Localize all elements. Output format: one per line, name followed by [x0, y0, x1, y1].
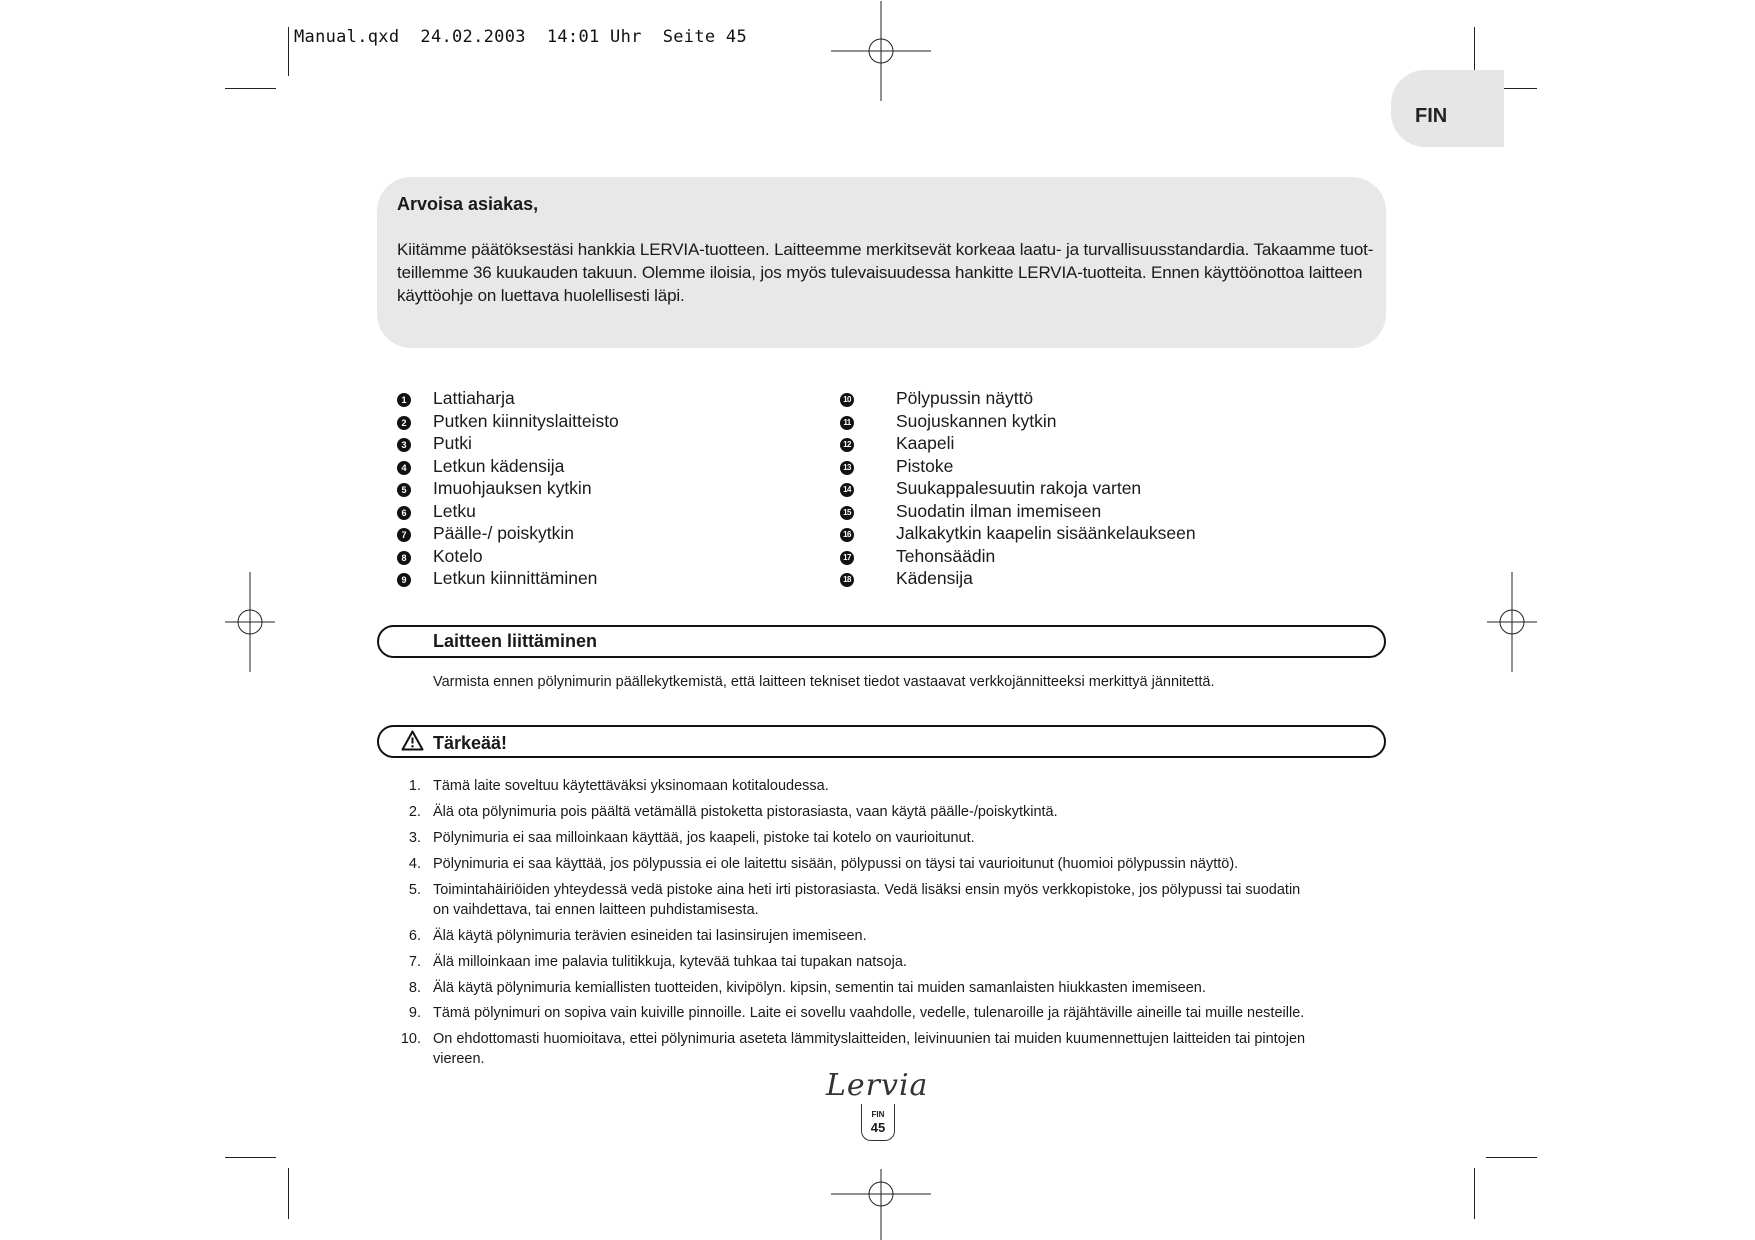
- part-label: Suojuskannen kytkin: [896, 411, 1057, 431]
- crop-mark: [1474, 1168, 1475, 1219]
- part-number-badge: 17: [840, 551, 854, 565]
- part-number-badge: 15: [840, 506, 854, 520]
- list-item-line: Älä ota pölynimuria pois päältä vetämällä pistoketta pistorasiasta, vaan käytä päälle-/poiskytkintä.: [433, 804, 1058, 820]
- part-label: Letkun kädensija: [433, 456, 565, 476]
- list-item-line: viereen.: [433, 1051, 485, 1067]
- part-label: Imuohjauksen kytkin: [433, 478, 592, 498]
- brand-logo: Lervia: [826, 1068, 929, 1103]
- part-number-badge: 3: [397, 438, 411, 452]
- part-label: Letku: [433, 501, 476, 521]
- registration-mark-icon: [831, 1, 931, 101]
- list-item-number: 2.: [408, 804, 421, 820]
- list-item-text: [433, 880, 1363, 920]
- list-item-line: Älä käytä pölynimuria kemiallisten tuotteiden, kivipölyn. kipsin, sementin tai muiden samanlaisten hiukkasten imemiseen.: [433, 980, 1206, 996]
- part-label: Pistoke: [896, 456, 954, 476]
- part-label: Suodatin ilman imemiseen: [896, 501, 1102, 521]
- section-heading-box: [377, 725, 1386, 758]
- list-item-number: 3.: [408, 830, 421, 846]
- list-item-line: Pölynimuria ei saa käyttää, jos pölypussia ei ole laitettu sisään, pölypussi on täysi tai vaurioitunut (huomioi pölypussin näyttö).: [433, 856, 1239, 872]
- part-label: Kotelo: [433, 546, 483, 566]
- list-item-number: 9.: [408, 1005, 421, 1021]
- part-number-badge: 2: [397, 416, 411, 430]
- list-item-text: [433, 854, 1363, 874]
- connect-text: Varmista ennen pölynimurin päällekytkemistä, että laitteen tekniset tiedot vastaavat verkkojännitteeksi merkittyä jännitettä.: [433, 674, 1215, 690]
- part-label: Päälle-/ poiskytkin: [433, 523, 575, 543]
- part-number-badge: 10: [840, 393, 854, 407]
- list-item-line: On ehdottomasti huomioitava, ettei pölynimuria aseteta lämmityslaitteiden, leivinuunien tai muiden kuumennettujen laitteiden tai pintojen: [433, 1031, 1306, 1047]
- list-item-number: 7.: [408, 954, 421, 970]
- crop-mark: [1474, 27, 1475, 76]
- list-item-line: Älä käytä pölynimuria terävien esineiden tai lasinsirujen imemiseen.: [433, 928, 867, 944]
- part-label: Kädensija: [896, 568, 973, 588]
- list-item-text: [433, 828, 1363, 848]
- warning-triangle-icon: [401, 730, 424, 751]
- list-item-number: 8.: [408, 980, 421, 996]
- part-label: Pölypussin näyttö: [896, 388, 1034, 408]
- list-item-number: 5.: [408, 882, 421, 898]
- part-number-badge: 13: [840, 461, 854, 475]
- part-number-badge: 4: [397, 461, 411, 475]
- part-number-badge: 11: [840, 416, 854, 430]
- list-item-text: [433, 978, 1363, 998]
- part-number-badge: 12: [840, 438, 854, 452]
- list-item-line: Toimintahäiriöiden yhteydessä vedä pistoke aina heti irti pistorasiasta. Vedä lisäksi ensin myös verkkopistoke, jos pölypussi tai suodatin: [433, 882, 1301, 898]
- page-number: 45: [870, 1120, 886, 1135]
- part-number-badge: 9: [397, 573, 411, 587]
- greeting-text: [397, 238, 1411, 307]
- list-item-number: 4.: [408, 856, 421, 872]
- part-label: Putki: [433, 433, 472, 453]
- page-number-badge: [861, 1104, 895, 1141]
- list-item-line: Tämä pölynimuri on sopiva vain kuiville pinnoille. Laite ei sovellu vaahdolle, vedelle, tulenaroille ja räjähtäville aineille tai muille nesteille.: [433, 1005, 1305, 1021]
- important-title: Tärkeää!: [433, 733, 508, 753]
- list-item-text: [433, 776, 1363, 796]
- print-slug: Manual.qxd 24.02.2003 14:01 Uhr Seite 45: [294, 27, 747, 47]
- page-language: FIN: [871, 1110, 885, 1119]
- list-item-text: [433, 1029, 1363, 1069]
- greeting-line: teillemme 36 kuukauden takuun. Olemme iloisia, jos myös tulevaisuudessa hankitte LERVIA-tuotteita. Ennen käyttöönottoa laitteen: [397, 263, 1363, 282]
- important-list: [381, 776, 1381, 1076]
- list-item-text: [433, 1003, 1363, 1023]
- section-title: Laitteen liittäminen: [433, 631, 598, 651]
- list-item-number: 1.: [408, 778, 421, 794]
- part-number-badge: 8: [397, 551, 411, 565]
- crop-mark: [288, 27, 289, 76]
- list-item-line: on vaihdettava, tai ennen laitteen puhdistamisesta.: [433, 902, 759, 918]
- part-number-badge: 16: [840, 528, 854, 542]
- part-label: Tehonsäädin: [896, 546, 996, 566]
- registration-mark-icon: [200, 572, 300, 672]
- part-number-badge: 5: [397, 483, 411, 497]
- part-label: Putken kiinnityslaitteisto: [433, 411, 619, 431]
- list-item-line: Pölynimuria ei saa milloinkaan käyttää, jos kaapeli, pistoke tai kotelo on vaurioitunut.: [433, 830, 975, 846]
- list-item-number: 10.: [400, 1031, 421, 1047]
- part-number-badge: 1: [397, 393, 411, 407]
- part-number-badge: 6: [397, 506, 411, 520]
- list-item-line: Tämä laite soveltuu käytettäväksi yksinomaan kotitaloudessa.: [433, 778, 829, 794]
- greeting-line: Kiitämme päätöksestäsi hankkia LERVIA-tuotteen. Laitteemme merkitsevät korkeaa laatu- ja turvallisuusstandardia. Takaamme tuot-: [397, 240, 1374, 259]
- crop-mark: [288, 1168, 289, 1219]
- list-item-number: 6.: [408, 928, 421, 944]
- part-label: Lattiaharja: [433, 388, 515, 408]
- part-label: Suukappalesuutin rakoja varten: [896, 478, 1142, 498]
- part-number-badge: 14: [840, 483, 854, 497]
- language-tab: [1391, 70, 1504, 147]
- list-item-text: [433, 802, 1363, 822]
- part-number-badge: 18: [840, 573, 854, 587]
- part-label: Kaapeli: [896, 433, 955, 453]
- part-label: Letkun kiinnittäminen: [433, 568, 598, 588]
- list-item-text: [433, 926, 1363, 946]
- registration-mark-icon: [831, 1169, 931, 1240]
- part-label: Jalkakytkin kaapelin sisäänkelaukseen: [896, 523, 1196, 543]
- part-number-badge: 7: [397, 528, 411, 542]
- list-item-text: [433, 952, 1363, 972]
- crop-mark: [225, 88, 276, 89]
- greeting-title: Arvoisa asiakas,: [397, 194, 539, 214]
- crop-mark: [225, 1157, 276, 1158]
- crop-mark: [1486, 1157, 1537, 1158]
- greeting-line: käyttöohje on luettava huolellisesti läpi.: [397, 286, 685, 305]
- registration-mark-icon: [1462, 572, 1562, 672]
- language-tab-label: FIN: [1415, 105, 1448, 127]
- list-item-line: Älä milloinkaan ime palavia tulitikkuja, kytevää tuhkaa tai tupakan natsoja.: [433, 954, 907, 970]
